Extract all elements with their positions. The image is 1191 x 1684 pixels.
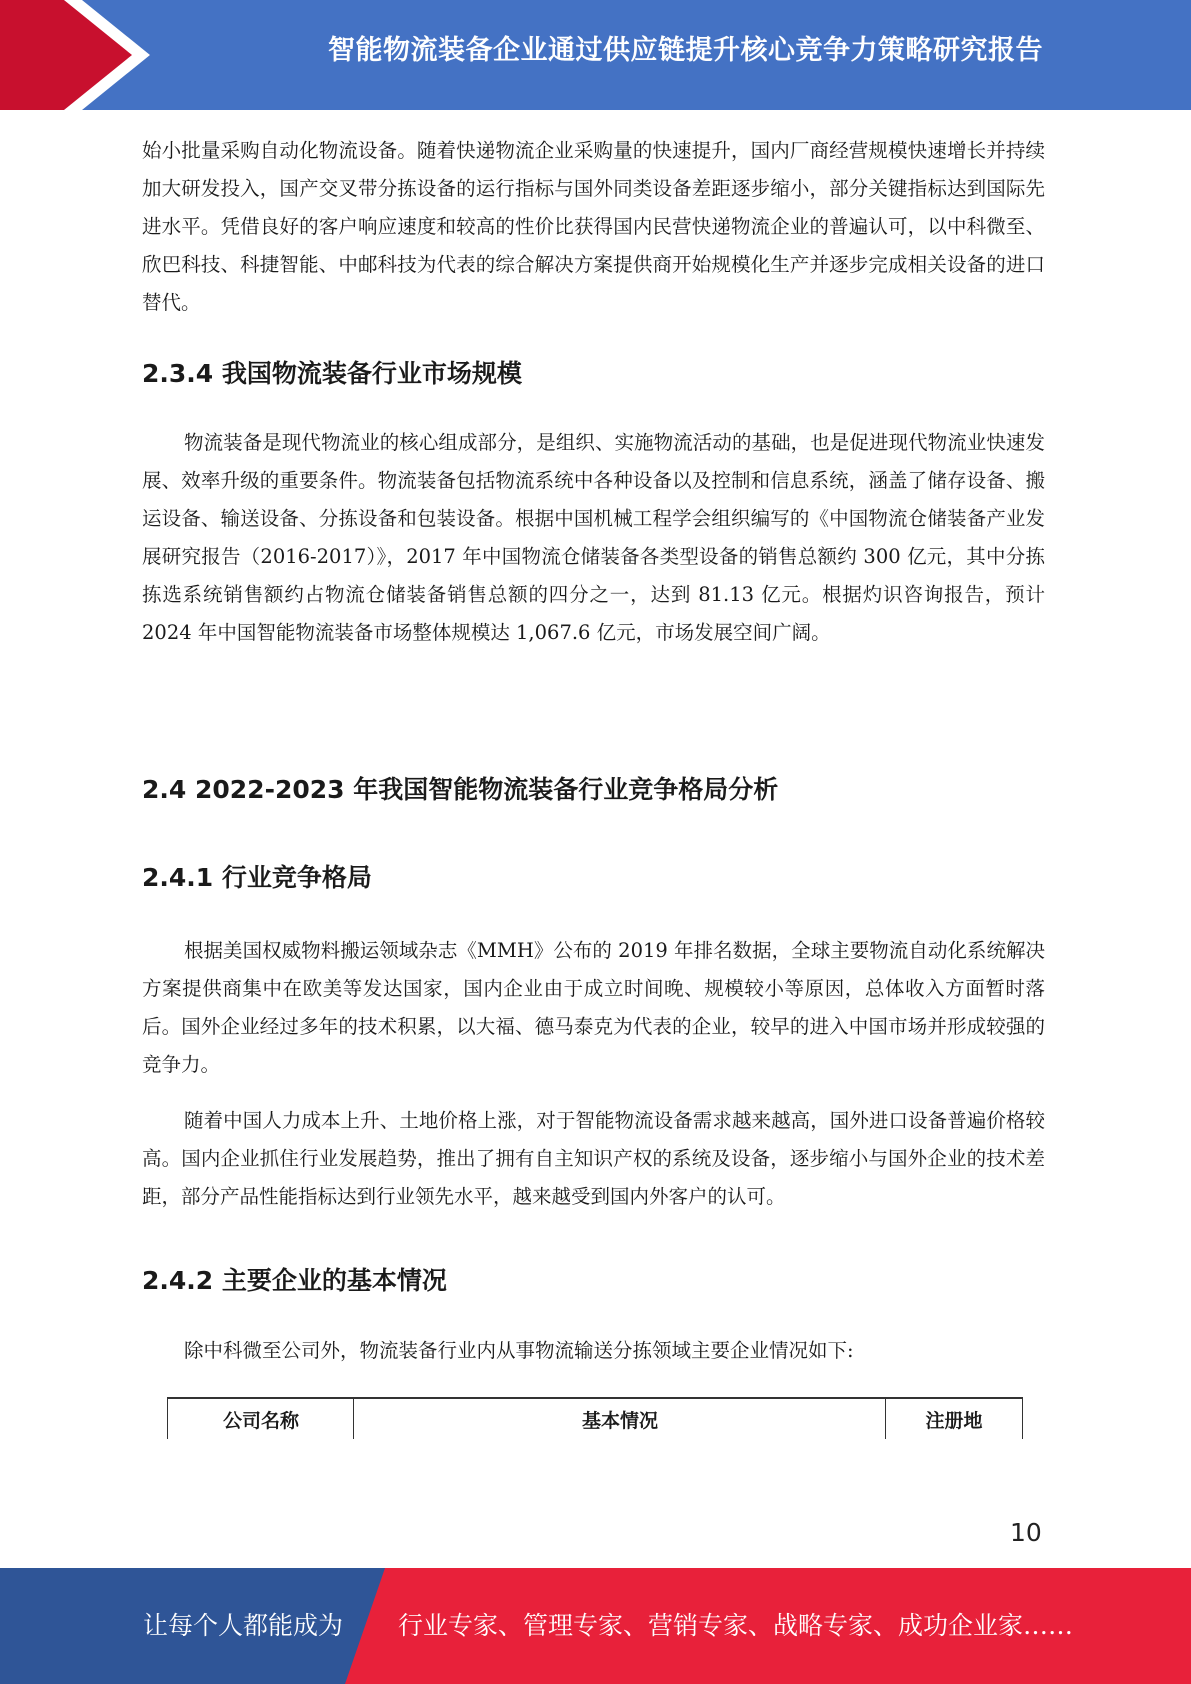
page-footer	[0, 1568, 1191, 1684]
heading-2-4: 2.4 2022-2023 年我国智能物流装备行业竞争格局分析	[142, 775, 779, 804]
report-title: 智能物流装备企业通过供应链提升核心竞争力策略研究报告	[328, 35, 1043, 66]
paragraph-companies-intro: 除中科微至公司外，物流装备行业内从事物流输送分拣领域主要企业情况如下:	[184, 1339, 854, 1362]
companies-table	[167, 1397, 1023, 1432]
table-header-registered-location: 注册地	[885, 1399, 1023, 1439]
heading-2-4-2: 2.4.2 主要企业的基本情况	[142, 1266, 447, 1295]
paragraph-intro: 始小批量采购自动化物流设备。随着快递物流企业采购量的快速提升，国内厂商经营规模快速增长并持续加大研发投入，国产交叉带分拣设备的运行指标与国外同类设备差距逐步缩小，部分关键指标达到国际先进水平。凭借良好的客户响应速度和较高的性价比获得国内民营快递物流企业的普遍认可，以中科微至、欣巴科技、科捷智能、中邮科技为代表的综合解决方案提供商开始规模化生产并逐步完成相关设备的进口替代。	[142, 139, 1045, 314]
table-header-company-name: 公司名称	[167, 1399, 354, 1439]
header-arrow-decoration	[0, 0, 160, 110]
paragraph-market-size: 物流装备是现代物流业的核心组成部分，是组织、实施物流活动的基础，也是促进现代物流业快速发展、效率升级的重要条件。物流装备包括物流系统中各种设备以及控制和信息系统，涵盖了储存设备、搬运设备、输送设备、分拣设备和包装设备。根据中国机械工程学会组织编写的《中国物流仓储装备产业发展研究报告（2016-2017）》，2017 年中国物流仓储装备各类型设备的销售总额约 300 亿元，其中分拣拣选系统销售额约占物流仓储装备销售总额的四分之一，达到 81.13 亿元。根据灼识咨询报告，预计 2024 年中国智能物流装备市场整体规模达 1,067.6 亿元，市场发展空间广阔。	[142, 431, 1045, 644]
page-header	[0, 0, 1191, 110]
footer-slogan-left: 让每个人都能成为	[143, 1611, 344, 1640]
heading-2-3-4: 2.3.4 我国物流装备行业市场规模	[142, 359, 522, 388]
footer-slogan-right: 行业专家、管理专家、营销专家、战略专家、成功企业家……	[398, 1611, 1074, 1640]
page-number: 10	[1010, 1518, 1042, 1547]
paragraph-competition-2: 随着中国人力成本上升、土地价格上涨，对于智能物流设备需求越来越高，国外进口设备普遍价格较高。国内企业抓住行业发展趋势，推出了拥有自主知识产权的系统及设备，逐步缩小与国外企业的技术差距，部分产品性能指标达到行业领先水平，越来越受到国内外客户的认可。	[142, 1109, 1045, 1208]
table-header-basic-info: 基本情况	[353, 1399, 886, 1439]
heading-2-4-1: 2.4.1 行业竞争格局	[142, 863, 372, 892]
paragraph-competition-1: 根据美国权威物料搬运领域杂志《MMH》公布的 2019 年排名数据，全球主要物流自动化系统解决方案提供商集中在欧美等发达国家，国内企业由于成立时间晚、规模较小等原因，总体收入方面暂时落后。国外企业经过多年的技术积累，以大福、德马泰克为代表的企业，较早的进入中国市场并形成较强的竞争力。	[142, 939, 1045, 1076]
